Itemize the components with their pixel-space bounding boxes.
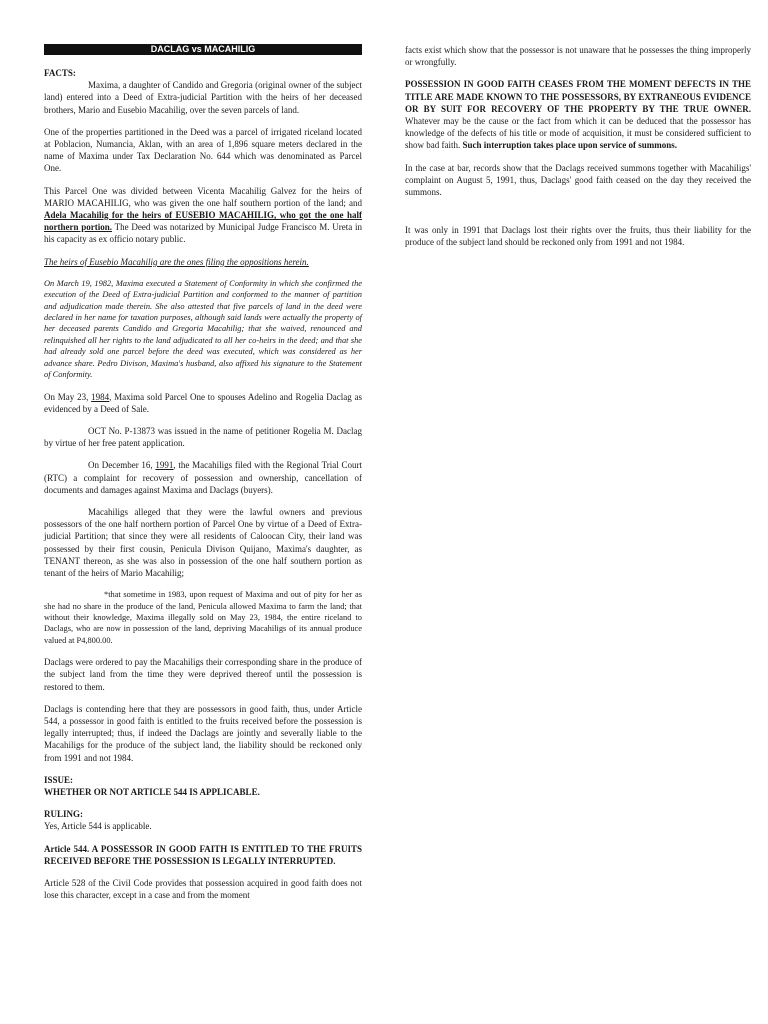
paragraph-heirs-note: The heirs of Eusebio Macahilig are the ones filing the oppositions herein. <box>44 256 309 267</box>
paragraph-partition: Maxima, a daughter of Candido and Gregoria (original owner of the subject land) entered into a Deed of Extra-judicial Partition with the heirs of her deceased brothers, Mario and Eusebio Macahilig, over the seven parcels of land. <box>44 80 362 115</box>
paragraph-case-at-bar: In the case at bar, records show that the Daclags received summons together with Macahiligs' complaint on August 5, 1991, thus, Daclags' good faith ceased on the day they received the summons. <box>405 162 751 198</box>
facts-label: FACTS: <box>44 68 76 78</box>
paragraph-allegation: Macahiligs alleged that they were the lawful owners and previous possessors of the one half northern portion of Parcel One by virtue of a Deed of Extra-judicial Partition; that since they were all residents of Caloocan City, their land was possessed by their first cousin, Penicula Divison Quijano, Maxima's daughter, as TENANT thereon, as she was also in possession of the one half southern portion as tenant of the heirs of Mario Macahilig; <box>44 506 362 578</box>
paragraph-oct: OCT No. P-13873 was issued in the name of petitioner Rogelia M. Daclag by virtue of her free patent application. <box>44 425 362 449</box>
paragraph-contention: Daclags is contending here that they are possessors in good faith, thus, under Article 544, a possessor in good faith is entitled to the fruits received before the possession is legally interrupted; thus, if indeed the Daclags are jointly and severally liable to the Macahiligs for the produce of the subject land, the liability should be reckoned only from 1991 and not 1984. <box>44 703 362 763</box>
paragraph-parcel-one: One of the properties partitioned in the Deed was a parcel of irrigated riceland located at Poblacion, Numancia, Aklan, with an area of 1,896 square meters declared in the name of Maxima under Tax Declaration No. 644 which was denominated as Parcel One. <box>44 126 362 174</box>
paragraph-sale: On May 23, 1984, Maxima sold Parcel One to spouses Adelino and Rogelia Daclag as evidenced by a Deed of Sale. <box>44 391 363 414</box>
paragraph-order: Daclags were ordered to pay the Macahiligs their corresponding share in the produce of the subject land from the time they were deprived thereof until the possession is restored to them. <box>44 657 362 692</box>
issue-label: ISSUE: <box>44 774 74 785</box>
case-title: DACLAG vs MACAHILIG <box>44 44 362 55</box>
underlined-year-1984: 1984 <box>91 391 110 402</box>
paragraph-complaint: On December 16, 1991, the Macahiligs filed with the Regional Trial Court (RTC) a complaint for recovery of possession and ownership, cancellation of documents and damages against Maxima and Daclags (buyers). <box>44 460 362 495</box>
paragraph-conclusion: It was only in 1991 that Daclags lost their rights over the fruits, thus their liability for the produce of the subject land should be reckoned only from 1991 and not 1984. <box>405 225 751 248</box>
right-column <box>405 44 751 259</box>
paragraph-conformity: On March 19, 1982, Maxima executed a Statement of Conformity in which she confirmed the execution of the Deed of Extra-judicial Partition and conformed to the manner of partition and adjudication made therein. She also attested that five parcels of land in the deed were declared in her name for taxation purposes, although said lands were actually the property of her deceased parents Candido and Gregoria Macahilig; that she waived, renounced and relinquished all her rights to the land adjudicated to all her co-heirs in the deed; and that she had already sold one parcel before the deed was executed, which was considered as her advance share. Pedro Divison, Maxima's husband, also affixed his signature to the Statement of Conformity. <box>44 278 362 380</box>
issue-text: WHETHER OR NOT ARTICLE 544 IS APPLICABLE. <box>44 787 260 797</box>
article-544: Article 544. A POSSESSOR IN GOOD FAITH IS ENTITLED TO THE FRUITS RECEIVED BEFORE THE POSSESSION IS LEGALLY INTERRUPTED. <box>44 843 362 866</box>
ruling-text: Yes, Article 544 is applicable. <box>44 821 152 832</box>
paragraph-division: This Parcel One was divided between Vicenta Macahilig Galvez for the heirs of MARIO MACAHILIG, who was given the one half southern portion of the land; and Adela Macahilig for the heirs of EUSEBIO MACAHILIG, who got the one half northern portion. The Deed was notarized by Municipal Judge Francisco M. Ureta in his capacity as ex officio notary public. <box>44 185 363 245</box>
left-column <box>44 44 362 911</box>
paragraph-allegation-cont: *that sometime in 1983, upon request of Maxima and out of pity for her as she had no share in the produce of the land, Penicula allowed Maxima to farm the land; that without their knowledge, Maxima illegally sold on May 23, 1984, the entire riceland to Daclags, who are now in possession of the land, depriving Macahiligs of its annual produce valued at P4,800.00. <box>44 590 362 645</box>
underlined-year-1991: 1991 <box>155 460 174 471</box>
paragraph-good-faith: POSSESSION IN GOOD FAITH CEASES FROM THE MOMENT DEFECTS IN THE TITLE ARE MADE KNOWN TO THE POSSESSORS, BY EXTRANEOUS EVIDENCE OR BY SUIT FOR RECOVERY OF THE PROPERTY BY THE TRUE OWNER. Whatever may be the cause or the fact from which it can be deduced that the possessor has knowledge of the defects of his title or mode of acquisition, it must be considered sufficient to show bad faith. Such interruption takes place upon service of summons. <box>405 79 751 151</box>
underlined-adela: Adela Macahilig for the heirs of EUSEBIO MACAHILIG, who got the one half northern portion. <box>44 210 362 233</box>
ruling-label: RULING: <box>44 809 84 820</box>
article-528: Article 528 of the Civil Code provides that possession acquired in good faith does not lose this character, except in a case and from the moment <box>44 878 362 901</box>
paragraph-cont-facts: facts exist which show that the possessor is not unaware that he possesses the thing improperly or wrongfully. <box>405 45 751 68</box>
